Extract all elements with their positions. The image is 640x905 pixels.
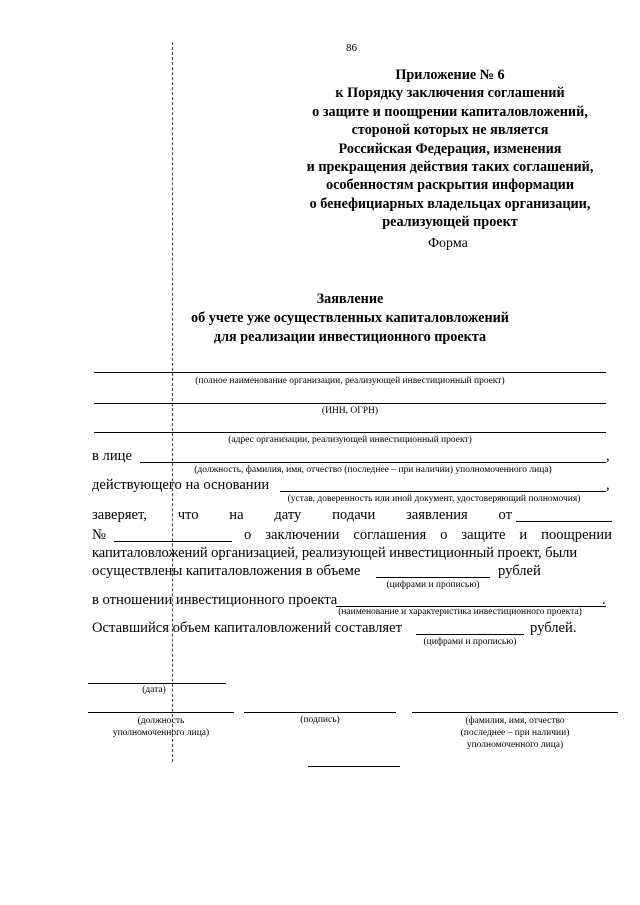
word: заверяет, xyxy=(92,507,147,523)
agreement-number-field[interactable] xyxy=(114,541,232,542)
in-person-label: в лице xyxy=(92,448,132,464)
comma: , xyxy=(606,477,610,493)
remaining-label: Оставшийся объем капиталовложений составляет xyxy=(92,620,402,636)
org-name-field[interactable] xyxy=(94,372,606,373)
project-label: в отношении инвестиционного проекта xyxy=(92,592,338,608)
project-caption: (наименование и характеристика инвестиционного проекта) xyxy=(338,607,582,617)
rubles-label: рублей xyxy=(498,563,541,579)
word: поощрении xyxy=(541,527,612,543)
word: заявления xyxy=(406,507,468,523)
title-line: об учете уже осуществленных капиталовложений xyxy=(191,310,509,326)
application-date-field[interactable] xyxy=(516,521,612,522)
page-number: 86 xyxy=(346,42,357,54)
inn-ogrn-caption: (ИНН, ОГРН) xyxy=(321,406,379,416)
body-line-3: капиталовложений организацией, реализующей инвестиционный проект, были xyxy=(92,545,578,561)
remaining-amount-field[interactable] xyxy=(416,634,524,635)
period: . xyxy=(602,592,606,608)
appendix-line: Российская Федерация, изменения xyxy=(338,140,562,157)
word: от xyxy=(498,507,512,523)
authorized-person-field[interactable] xyxy=(140,462,606,463)
appendix-line: реализующей проект xyxy=(382,214,518,231)
amount-label: осуществлены капиталовложения в объеме xyxy=(92,563,361,579)
form-label: Форма xyxy=(428,236,468,251)
title-line: для реализации инвестиционного проекта xyxy=(213,329,487,345)
person-caption: (должность, фамилия, имя, отчество (последнее – при наличии) уполномоченного лица) xyxy=(194,465,552,475)
word: и xyxy=(519,527,528,543)
appendix-line: стороной которых не является xyxy=(351,122,549,139)
inn-ogrn-field[interactable] xyxy=(94,403,606,404)
word: защите xyxy=(461,527,506,543)
caption-line: (фамилия, имя, отчество xyxy=(465,716,565,726)
word: дату xyxy=(274,507,302,523)
word: на xyxy=(229,507,244,523)
basis-document-field[interactable] xyxy=(280,491,606,492)
title-line: Заявление xyxy=(316,291,384,307)
remaining-caption: (цифрами и прописью) xyxy=(423,637,517,647)
acting-basis-label: действующего на основании xyxy=(92,477,270,493)
word: что xyxy=(177,507,199,523)
binding-margin-line xyxy=(172,42,173,762)
appendix-line: и прекращения действия таких соглашений, xyxy=(306,159,594,176)
caption-line: уполномоченного лица) xyxy=(466,740,564,750)
closing-rule xyxy=(308,766,400,767)
signature-field[interactable] xyxy=(244,712,396,713)
date-caption: (дата) xyxy=(142,685,166,695)
appendix-line: Приложение № 6 xyxy=(395,67,505,83)
position-caption xyxy=(88,715,234,739)
agreement-line xyxy=(244,527,612,544)
word: заключении xyxy=(265,527,340,543)
number-sign: № xyxy=(92,527,106,543)
caption-line: (должность xyxy=(137,716,185,726)
full-name-caption xyxy=(412,715,618,751)
address-caption: (адрес организации, реализующей инвестиционный проект) xyxy=(228,435,472,445)
address-field[interactable] xyxy=(94,432,606,433)
word: о xyxy=(440,527,448,543)
caption-line: (последнее – при наличии) xyxy=(460,728,570,738)
basis-caption: (устав, доверенность или иной документ, удостоверяющий полномочия) xyxy=(287,494,581,504)
rubles-end-label: рублей. xyxy=(530,620,577,636)
appendix-line: особенностям раскрытия информации xyxy=(325,177,574,194)
amount-field[interactable] xyxy=(376,577,490,578)
word: соглашения xyxy=(353,527,427,543)
appendix-line: о бенефициарных владельцах организации, xyxy=(309,195,591,212)
appendix-line: о защите и поощрении капиталовложений, xyxy=(312,103,588,120)
signature-caption: (подпись) xyxy=(300,715,340,725)
date-field[interactable] xyxy=(88,683,226,684)
org-name-caption: (полное наименование организации, реализующей инвестиционный проект) xyxy=(195,376,505,386)
amount-caption: (цифрами и прописью) xyxy=(386,580,480,590)
full-name-field[interactable] xyxy=(412,712,618,713)
appendix-header xyxy=(250,66,640,232)
word: о xyxy=(244,527,252,543)
appendix-line: к Порядку заключения соглашений xyxy=(335,85,565,102)
certifies-line xyxy=(92,507,512,524)
position-field[interactable] xyxy=(88,712,234,713)
word: подачи xyxy=(332,507,376,523)
document-title xyxy=(150,290,550,347)
comma: , xyxy=(606,448,610,464)
caption-line: уполномоченного лица) xyxy=(112,728,210,738)
